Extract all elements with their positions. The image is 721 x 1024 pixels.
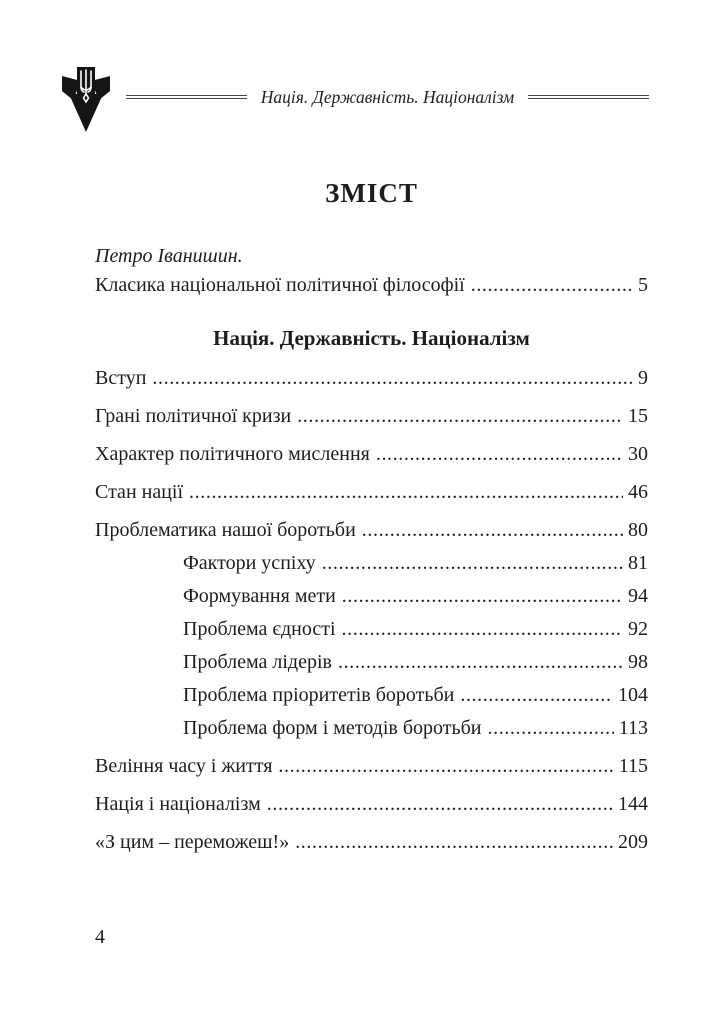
dot-leader	[338, 652, 623, 673]
toc-entry-page: 144	[618, 793, 648, 815]
toc-entry-page: 98	[628, 651, 648, 673]
dot-leader	[460, 685, 613, 706]
toc-entry	[95, 368, 648, 389]
dot-leader	[342, 619, 623, 640]
toc-entry	[95, 756, 648, 777]
folio-page-number: 4	[95, 926, 105, 948]
toc-entry-page: 80	[628, 519, 648, 541]
dot-leader	[362, 520, 623, 541]
toc-entry-label: Грані політичної кризи	[95, 405, 292, 427]
toc-content	[95, 178, 648, 853]
header-rule-left	[126, 95, 247, 99]
dot-leader	[376, 444, 623, 465]
toc-entry-label: Характер політичного мислення	[95, 443, 370, 465]
section-heading: Нація. Державність. Націоналізм	[213, 326, 530, 350]
dot-leader	[295, 832, 613, 853]
dot-leader	[267, 794, 613, 815]
toc-subentry	[95, 619, 648, 640]
toc-entry-label: Стан нації	[95, 481, 184, 503]
dot-leader	[297, 406, 623, 427]
toc-entry	[95, 520, 648, 541]
toc-subentry	[95, 553, 648, 574]
toc-subentry	[95, 652, 648, 673]
toc-entry-page: 209	[618, 831, 648, 853]
toc-entry	[95, 482, 648, 503]
toc-entry-page: 46	[628, 481, 648, 503]
toc-entry-page: 92	[628, 618, 648, 640]
toc-entry-label: Проблематика нашої боротьби	[95, 519, 356, 541]
dot-leader	[322, 553, 623, 574]
toc-entry-page: 30	[628, 443, 648, 465]
toc-entry-label: Проблема форм і методів боротьби	[183, 717, 482, 739]
dot-leader	[189, 482, 623, 503]
header-rule-right	[528, 95, 649, 99]
toc-title: ЗМІСТ	[325, 178, 418, 208]
toc-subentry	[95, 685, 648, 706]
running-title: Нація. Державність. Націоналізм	[260, 86, 515, 107]
toc-entry-label: Класика національної політичної філософії	[95, 274, 465, 296]
toc-entry-label: Фактори успіху	[183, 552, 316, 574]
toc-entry-page: 94	[628, 585, 648, 607]
dot-leader	[152, 368, 633, 389]
dot-leader	[342, 586, 623, 607]
running-header	[126, 82, 649, 112]
toc-entry-label: Проблема єдності	[183, 618, 336, 640]
toc-entry-label: Нація і націоналізм	[95, 793, 261, 815]
toc-entry-page: 104	[618, 684, 648, 706]
toc-entry-page: 113	[618, 717, 648, 739]
toc-entry-preface	[95, 275, 648, 296]
toc-entry-label: Формування мети	[183, 585, 336, 607]
dot-leader	[278, 756, 613, 777]
toc-subentry	[95, 586, 648, 607]
toc-entry-page: 81	[628, 552, 648, 574]
toc-entry-page: 115	[618, 755, 648, 777]
dot-leader	[471, 275, 633, 296]
toc-subentry	[95, 718, 648, 739]
toc-entry	[95, 832, 648, 853]
toc-entry-label: Вступ	[95, 367, 147, 389]
toc-entry-label: Проблема лідерів	[183, 651, 332, 673]
toc-entry-label: «З цим – переможеш!»	[95, 831, 290, 853]
toc-entry	[95, 444, 648, 465]
dot-leader	[488, 718, 614, 739]
toc-entry-page: 15	[628, 405, 648, 427]
trident-emblem-icon	[61, 67, 111, 134]
toc-entry	[95, 794, 648, 815]
preface-author: Петро Іванишин.	[95, 245, 243, 267]
toc-entry-label: Проблема пріоритетів боротьби	[183, 684, 455, 706]
toc-entry-label: Веління часу і життя	[95, 755, 273, 777]
toc-entry-page: 9	[638, 367, 648, 389]
toc-entry-page: 5	[638, 274, 648, 296]
toc-entry	[95, 406, 648, 427]
